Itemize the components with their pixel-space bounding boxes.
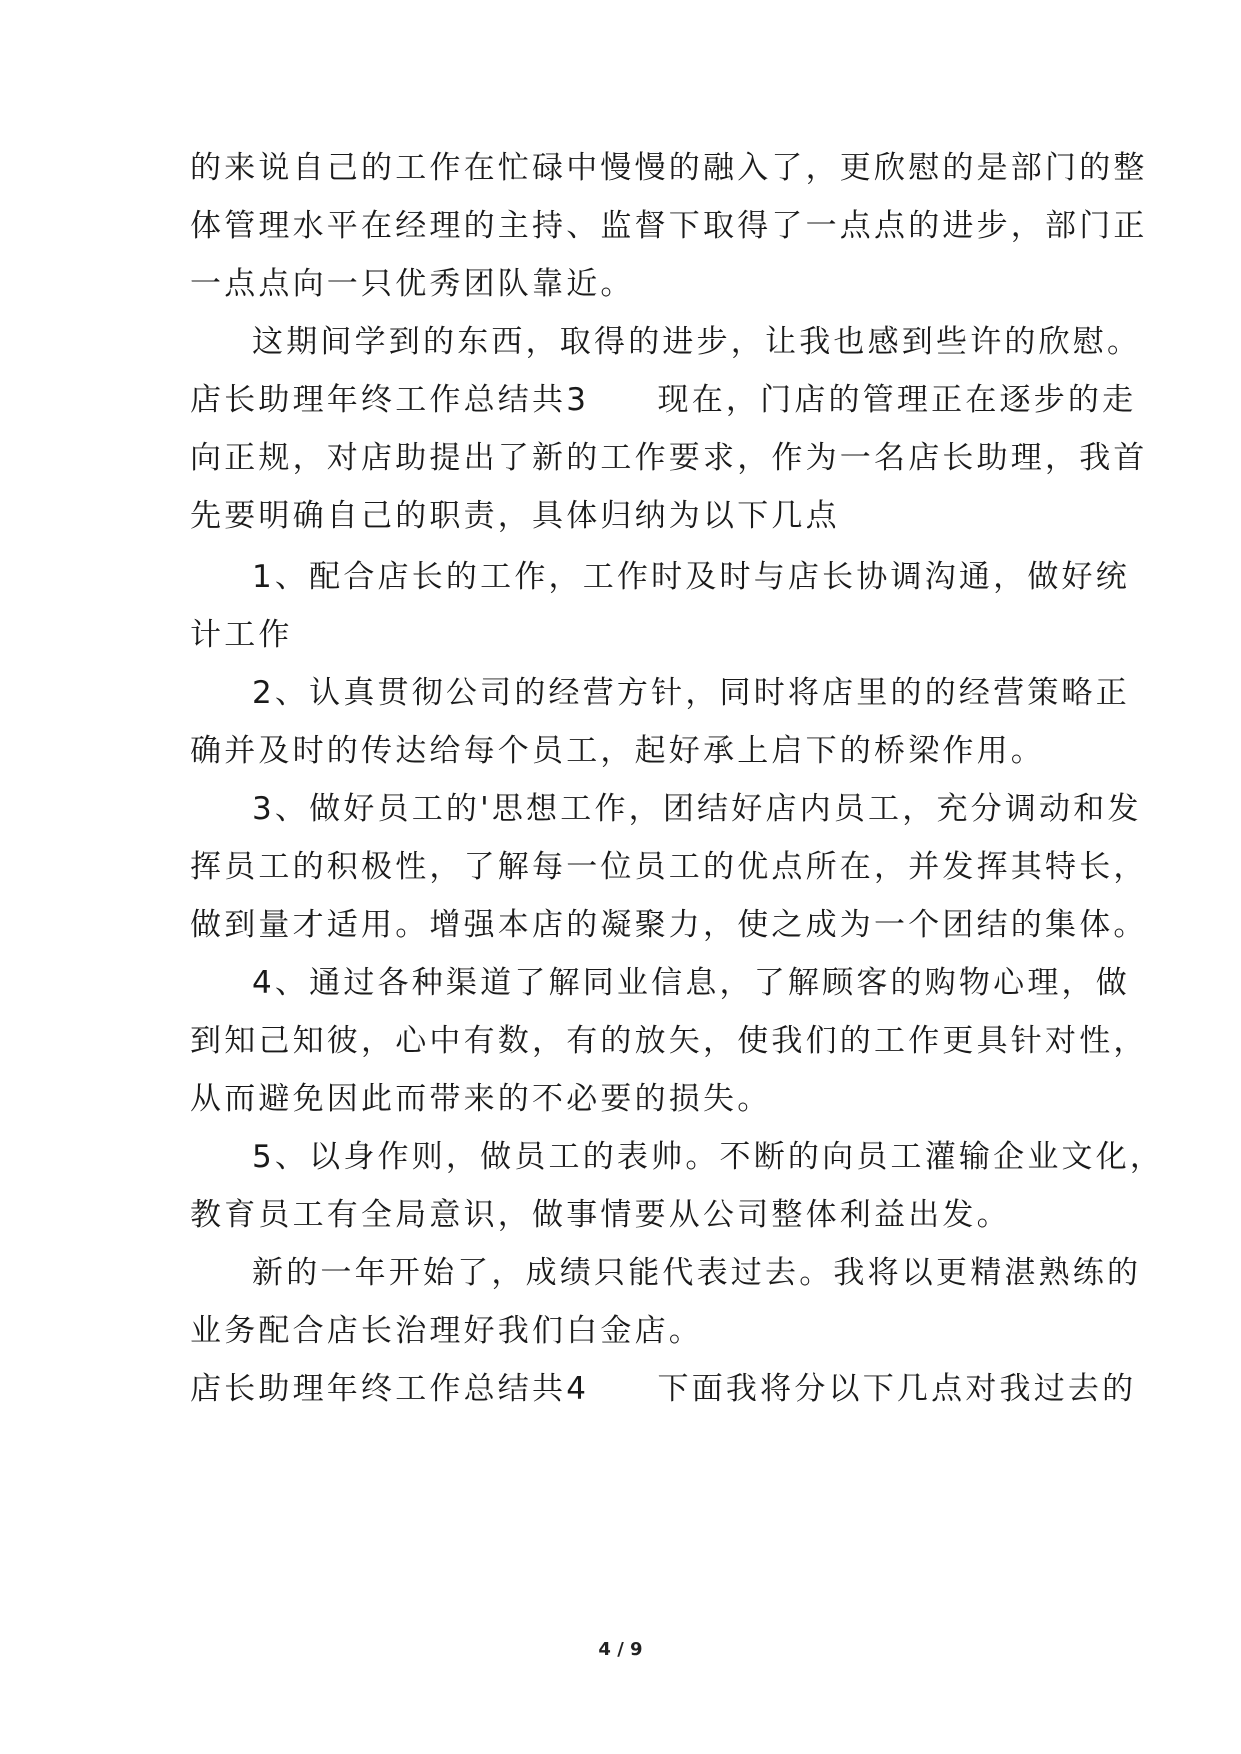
list-item-line: 计工作 (190, 617, 293, 653)
section-heading-line: 店长助理年终工作总结共3 现在，门店的管理正在逐步的走 (190, 382, 1137, 418)
list-item-line: 2、认真贯彻公司的经营方针，同时将店里的的经营策略正 (252, 675, 1130, 711)
body-line: 这期间学到的东西，取得的进步，让我也感到些许的欣慰。 (252, 324, 1142, 360)
body-line: 体管理水平在经理的主持、监督下取得了一点点的进步，部门正 (190, 208, 1148, 244)
body-line: 向正规，对店助提出了新的工作要求，作为一名店长助理，我首 (190, 440, 1148, 476)
list-item-line: 到知己知彼，心中有数，有的放矢，使我们的工作更具针对性， (190, 1023, 1148, 1059)
list-item-line: 做到量才适用。增强本店的凝聚力，使之成为一个团结的集体。 (190, 907, 1148, 943)
list-item-line: 3、做好员工的'思想工作，团结好店内员工，充分调动和发 (252, 791, 1142, 827)
list-item-line: 确并及时的传达给每个员工，起好承上启下的桥梁作用。 (190, 733, 1045, 769)
body-line: 先要明确自己的职责，具体归纳为以下几点 (190, 498, 840, 534)
list-item-line: 挥员工的积极性，了解每一位员工的优点所在，并发挥其特长， (190, 849, 1148, 885)
body-line: 一点点向一只优秀团队靠近。 (190, 266, 635, 302)
body-line: 的来说自己的工作在忙碌中慢慢的融入了，更欣慰的是部门的整 (190, 150, 1148, 186)
list-item-line: 1、配合店长的工作，工作时及时与店长协调沟通，做好统 (252, 559, 1130, 595)
list-item-line: 5、以身作则，做员工的表帅。不断的向员工灌输企业文化， (252, 1139, 1165, 1175)
page-number: 4 / 9 (598, 1639, 643, 1660)
section-heading-line: 店长助理年终工作总结共4 下面我将分以下几点对我过去的 (190, 1371, 1137, 1407)
list-item-line: 4、通过各种渠道了解同业信息，了解顾客的购物心理，做 (252, 965, 1130, 1001)
body-line: 业务配合店长治理好我们白金店。 (190, 1313, 703, 1349)
list-item-line: 教育员工有全局意识，做事情要从公司整体利益出发。 (190, 1197, 1011, 1233)
list-item-line: 从而避免因此而带来的不必要的损失。 (190, 1081, 772, 1117)
body-line: 新的一年开始了，成绩只能代表过去。我将以更精湛熟练的 (252, 1255, 1142, 1291)
